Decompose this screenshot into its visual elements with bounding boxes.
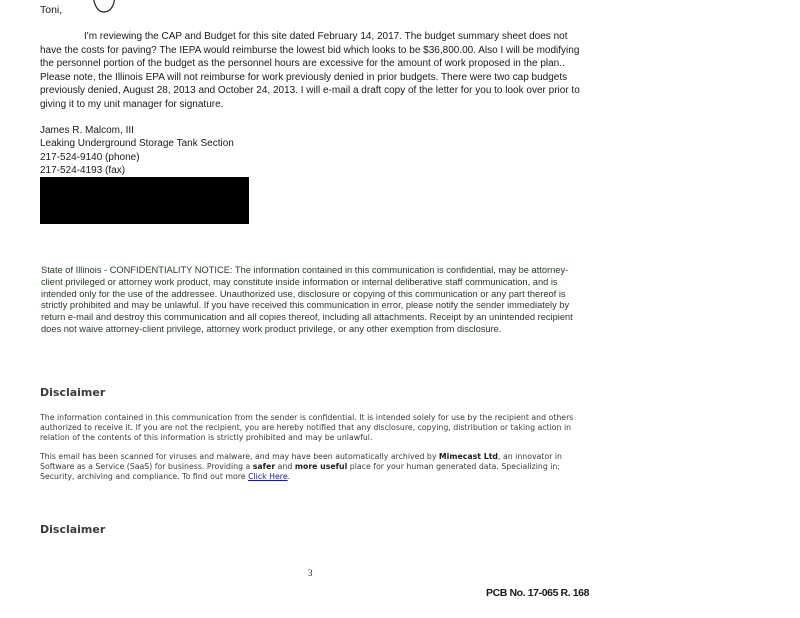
disclaimer-heading-2: Disclaimer	[40, 523, 106, 536]
mimecast-text-4: place for your human generated data. Specializing in; Security, archiving and compliance. To find out more	[40, 461, 560, 481]
disclaimer-heading: Disclaimer	[40, 386, 106, 399]
signature-phone: 217-524-9140 (phone)	[40, 151, 140, 163]
signature-block	[40, 124, 234, 177]
mimecast-safer: safer	[252, 461, 276, 471]
greeting: Toni,	[40, 4, 63, 16]
mimecast-text-1: This email has been scanned for viruses and malware, and may have been automatically archived by	[40, 452, 439, 461]
disclaimer-text: The information contained in this communication from the sender is confidential. It is intended solely for use by the recipient and others authorized to receive it. If you are not the recipient, you are hereby notified that any disclosure, copying, distribution or taking action in relation of the contents of this information is strictly prohibited and may be unlawful.	[40, 413, 574, 442]
mimecast-more-useful: more useful	[294, 461, 348, 471]
click-here-link[interactable]: Click Here	[248, 471, 288, 481]
handwritten-circle-mark	[88, 0, 118, 16]
mimecast-notice	[40, 452, 585, 481]
confidentiality-notice: State of Illinois - CONFIDENTIALITY NOTICE: The information contained in this communication is confidential, may be attorney-client privileged or attorney work product, may constitute inside information or internal deliberative staff communication, and is intended only for the use of the addressee. Unauthorized use, disclosure or copying of this communication or any part thereof is strictly prohibited and may be unlawful. If you have received this communication in error, please notify the sender immediately by return e-mail and destroy this communication and all copies thereof, including all attachments. Receipt by an unintended recipient does not waive attorney-client privilege, attorney work product privilege, or any other exemption from disclosure.	[41, 265, 573, 334]
page-number: 3	[308, 568, 313, 578]
bates-stamp: PCB No. 17-065 R. 168	[486, 587, 590, 599]
signature-fax: 217-524-4193 (fax)	[40, 164, 126, 176]
email-body-paragraph: I'm reviewing the CAP and Budget for this site dated February 14, 2017. The budget summary sheet does not have the costs for paving? The IEPA would reimburse the lowest bid which looks to be $36,800.00. Also I will be modifying the personnel portion of the budget as the personnel hours are excessive for the amount of work proposed in the plan.. Please note, the Illinois EPA will not reimburse for work previously denied in prior budgets. There were two cap budgets previously denied, August 28, 2013 and October 24, 2013. I will e-mail a draft copy of the letter for you to look over prior to giving it to my unit manager for signature.	[40, 31, 580, 110]
signature-name: James R. Malcom, III	[40, 125, 134, 136]
mimecast-text-2: , an innovator in Software as a Service (SaaS) for business. Providing a	[40, 452, 563, 471]
mimecast-brand: Mimecast Ltd	[438, 452, 499, 461]
mimecast-text-5: .	[287, 471, 291, 481]
mimecast-text-3: and	[275, 461, 295, 471]
signature-section: Leaking Underground Storage Tank Section	[40, 138, 234, 150]
redaction-box	[40, 177, 249, 224]
